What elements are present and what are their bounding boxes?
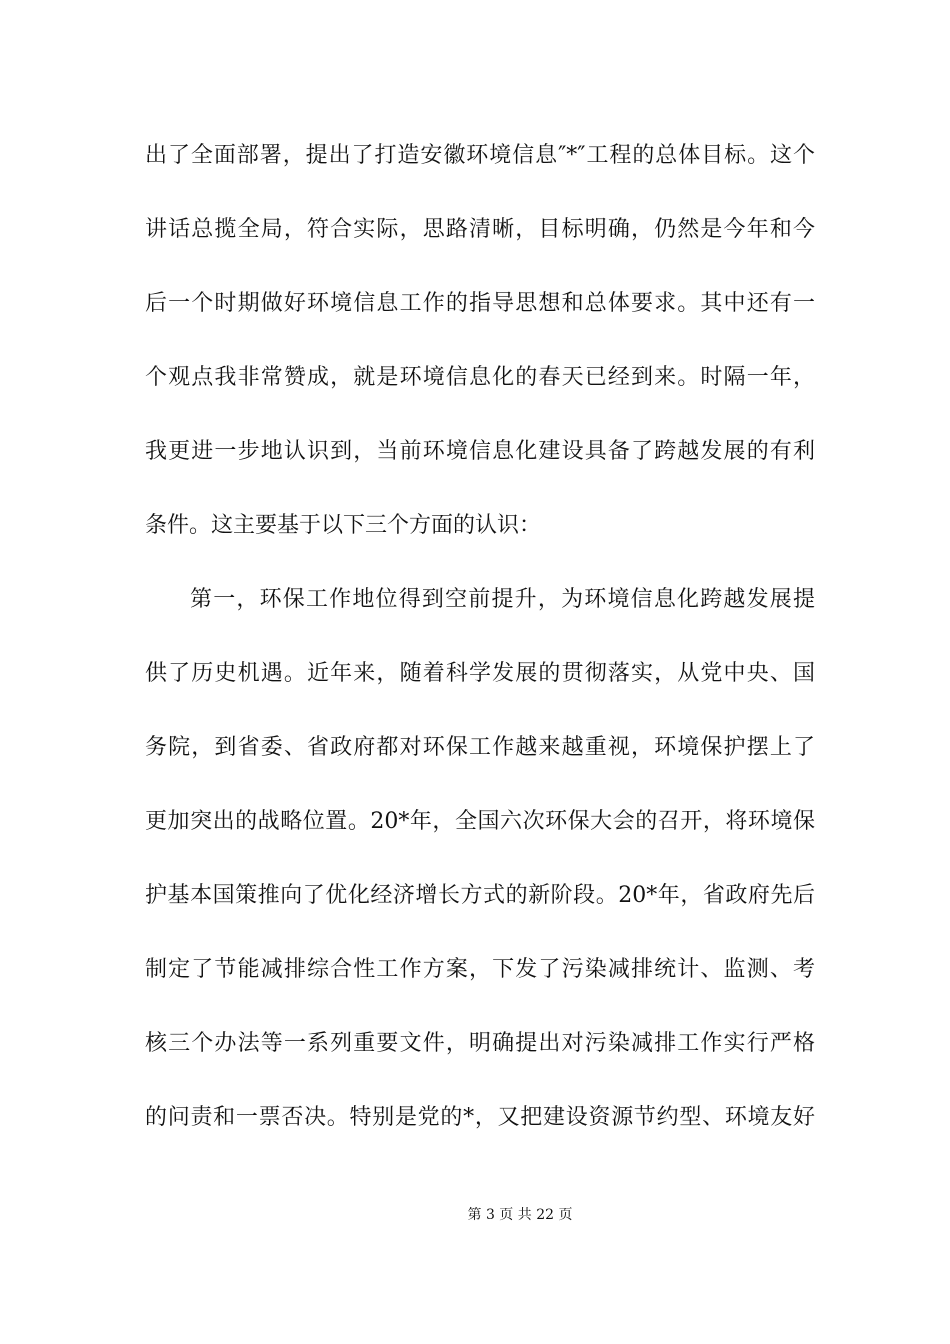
text-line-10: 更加突出的战略位置。20*年，全国六次环保大会的召开，将环境保 bbox=[145, 809, 815, 834]
text-line-12: 制定了节能减排综合性工作方案，下发了污染减排统计、监测、考 bbox=[145, 957, 815, 982]
text-line-13: 核三个办法等一系列重要文件，明确提出对污染减排工作实行严格 bbox=[145, 1031, 815, 1056]
paragraph-first-line: 第一，环保工作地位得到空前提升，为环境信息化跨越发展提 bbox=[190, 587, 815, 612]
text-line-2: 讲话总揽全局，符合实际，思路清晰，目标明确，仍然是今年和今 bbox=[145, 217, 815, 242]
page-number-footer: 第 3 页 共 22 页 bbox=[467, 1207, 573, 1223]
text-line-4: 个观点我非常赞成，就是环境信息化的春天已经到来。时隔一年， bbox=[145, 365, 815, 390]
text-line-6: 条件。这主要基于以下三个方面的认识： bbox=[145, 513, 542, 538]
text-line-5: 我更进一步地认识到，当前环境信息化建设具备了跨越发展的有利 bbox=[145, 439, 815, 464]
text-line-3: 后一个时期做好环境信息工作的指导思想和总体要求。其中还有一 bbox=[145, 291, 815, 316]
text-line-1: 出了全面部署，提出了打造安徽环境信息″*″工程的总体目标。这个 bbox=[145, 143, 815, 168]
text-line-8: 供了历史机遇。近年来，随着科学发展的贯彻落实，从党中央、国 bbox=[145, 661, 815, 686]
text-line-9: 务院，到省委、省政府都对环保工作越来越重视，环境保护摆上了 bbox=[145, 735, 815, 760]
text-line-14: 的问责和一票否决。特别是党的*，又把建设资源节约型、环境友好 bbox=[145, 1105, 815, 1130]
text-line-11: 护基本国策推向了优化经济增长方式的新阶段。20*年，省政府先后 bbox=[145, 883, 815, 908]
